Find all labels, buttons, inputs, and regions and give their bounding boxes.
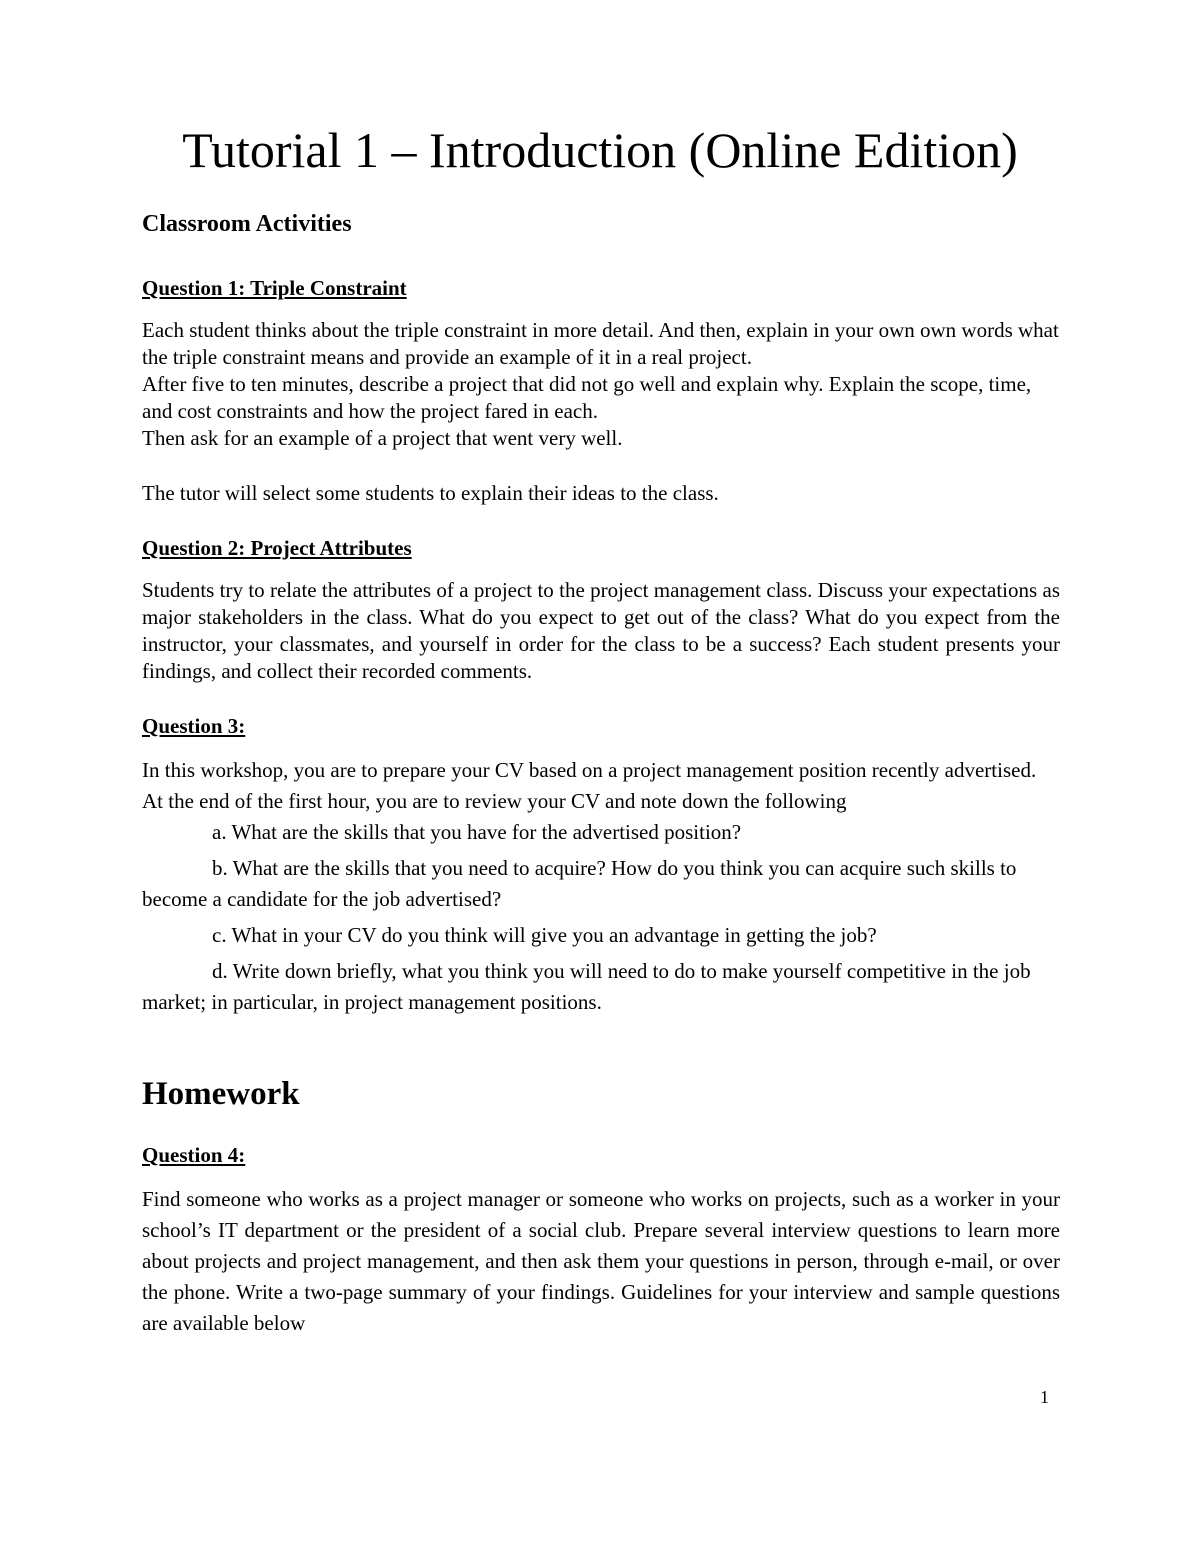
question-2-heading: Question 2: Project Attributes xyxy=(142,536,412,560)
question-1-line: Each student thinks about the triple constraint in more detail. And then, explain in your own own words what the triple constraint means and provide an example of it in a real project. xyxy=(142,318,1059,369)
page-number: 1 xyxy=(1040,1387,1049,1407)
question-3-intro: In this workshop, you are to prepare your CV based on a project management position recently advertised. At the end of the first hour, you are to review your CV and note down the following xyxy=(142,758,1037,813)
question-1-line: After five to ten minutes, describe a project that did not go well and explain why. Explain the scope, time, and cost constraints and how the project fared in each. xyxy=(142,372,1032,423)
question-3-heading: Question 3: xyxy=(142,714,246,738)
list-item: b. What are the skills that you need to acquire? How do you think you can acquire such skills to become a candidate for the job advertised? xyxy=(142,856,1017,911)
homework-heading: Homework xyxy=(142,1076,300,1112)
question-2-body: Students try to relate the attributes of a project to the project management class. Discuss your expectations as major stakeholders in the class. What do you expect to get out of the class? What do you expect from the instructor, your classmates, and yourself in order for the class to be a success? Each student presents your findings, and collect their recorded comments. xyxy=(142,578,1060,683)
question-4-body: Find someone who works as a project manager or someone who works on projects, such as a worker in your school’s IT department or the president of a social club. Prepare several interview questions to learn more about projects and project management, and then ask them your questions in person, through e-mail, or over the phone. Write a two-page summary of your findings. Guidelines for your interview and sample questions are available below xyxy=(142,1187,1060,1335)
question-1-closing: The tutor will select some students to explain their ideas to the class. xyxy=(142,481,719,505)
document-title: Tutorial 1 – Introduction (Online Edition) xyxy=(182,122,1018,178)
question-3-items xyxy=(142,817,1060,1023)
list-item: c. What in your CV do you think will give you an advantage in getting the job? xyxy=(212,923,877,947)
question-1-line: Then ask for an example of a project that went very well. xyxy=(142,426,623,450)
list-item: d. Write down briefly, what you think you will need to do to make yourself competitive in the job market; in particular, in project management positions. xyxy=(142,959,1031,1014)
question-1-body xyxy=(142,317,1060,452)
section-heading-classroom-activities: Classroom Activities xyxy=(142,211,352,237)
list-item: a. What are the skills that you have for the advertised position? xyxy=(212,820,742,844)
question-1-heading: Question 1: Triple Constraint xyxy=(142,276,407,300)
question-4-heading: Question 4: xyxy=(142,1143,246,1167)
